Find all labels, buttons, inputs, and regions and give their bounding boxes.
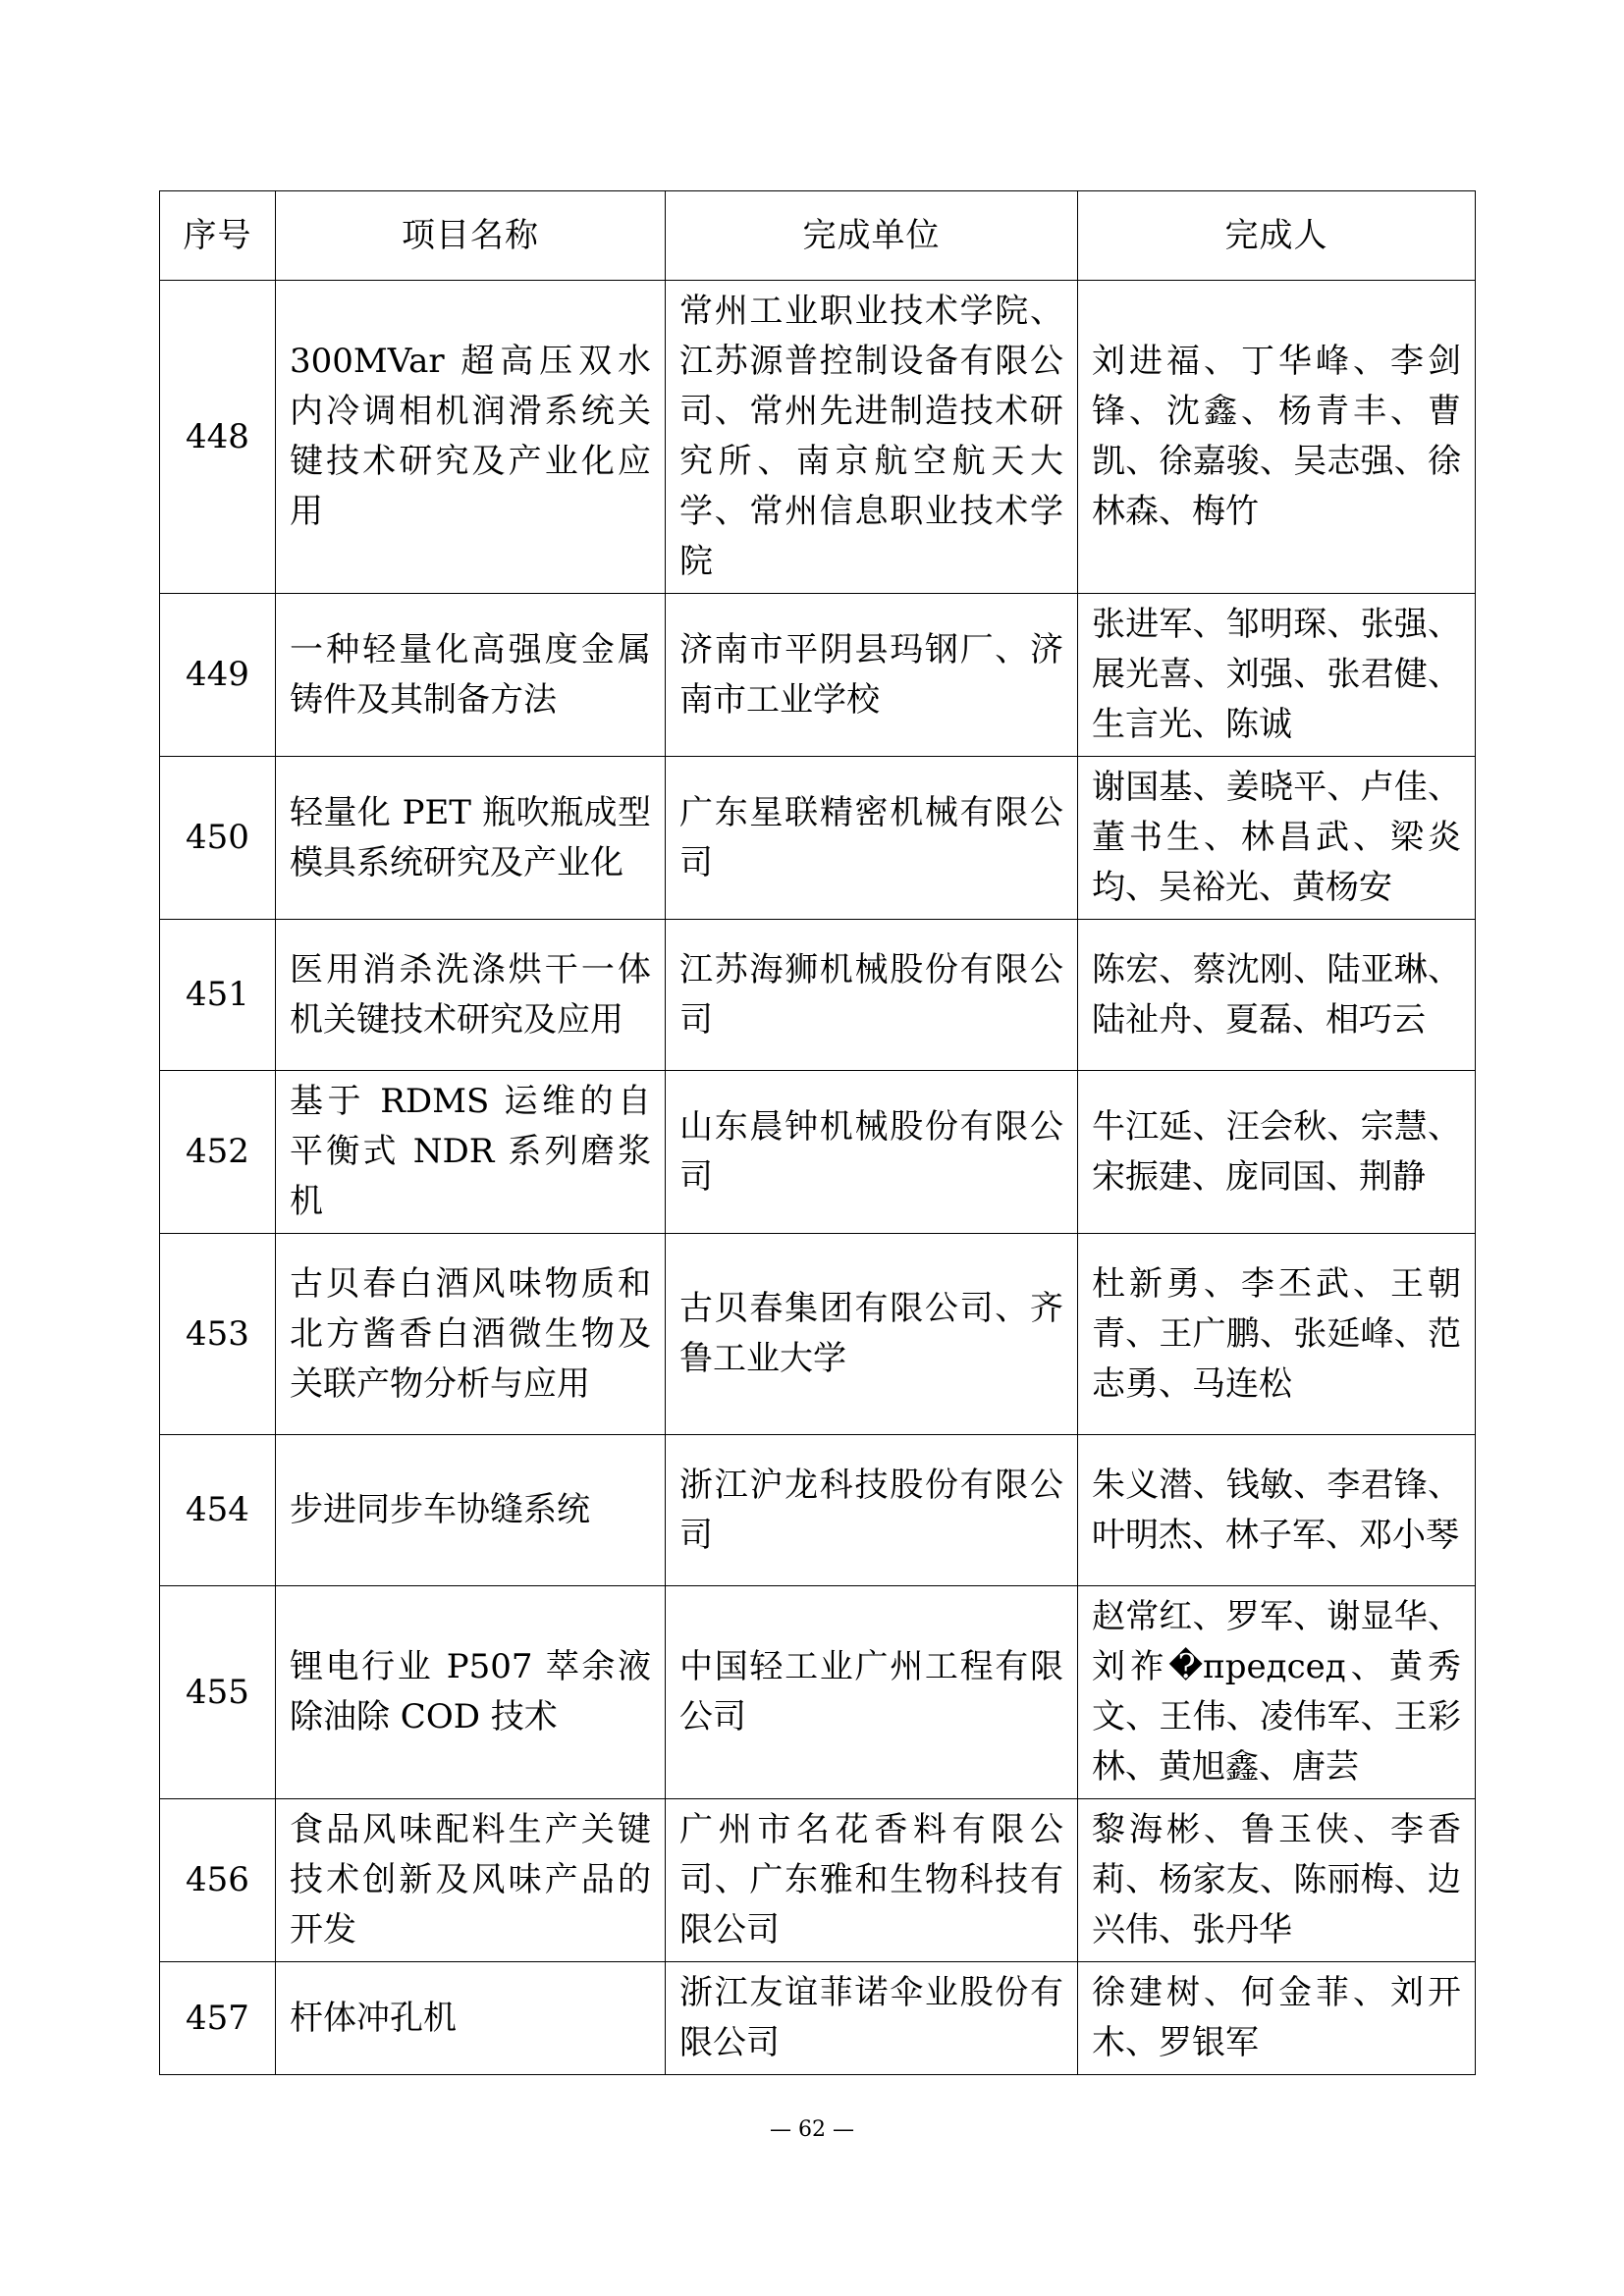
header-completing-unit: 完成单位 — [666, 191, 1078, 281]
completing-people: 牛江延、汪会秋、宗慧、宋振建、庞同国、荆静 — [1078, 1071, 1476, 1234]
table-row — [160, 1586, 1476, 1799]
project-name: 锂电行业 P507 萃余液除油除 COD 技术 — [276, 1586, 666, 1799]
completing-unit: 中国轻工业广州工程有限公司 — [666, 1586, 1078, 1799]
completing-people: 黎海彬、鲁玉侠、李香莉、杨家友、陈丽梅、边兴伟、张丹华 — [1078, 1799, 1476, 1962]
completing-people: 杜新勇、李丕武、王朝青、王广鹏、张延峰、范志勇、马连松 — [1078, 1234, 1476, 1435]
row-number: 457 — [160, 1962, 276, 2075]
table-row — [160, 594, 1476, 757]
award-table — [159, 190, 1476, 2075]
table-row — [160, 920, 1476, 1071]
row-number: 450 — [160, 757, 276, 920]
completing-people: 徐建树、何金菲、刘开木、罗银军 — [1078, 1962, 1476, 2075]
table-row — [160, 1234, 1476, 1435]
row-number: 453 — [160, 1234, 276, 1435]
row-number: 455 — [160, 1586, 276, 1799]
header-number: 序号 — [160, 191, 276, 281]
project-name: 基于 RDMS 运维的自平衡式 NDR 系列磨浆机 — [276, 1071, 666, 1234]
completing-unit: 济南市平阴县玛钢厂、济南市工业学校 — [666, 594, 1078, 757]
completing-people: 陈宏、蔡沈刚、陆亚琳、陆祉舟、夏磊、相巧云 — [1078, 920, 1476, 1071]
row-number: 456 — [160, 1799, 276, 1962]
completing-unit: 浙江沪龙科技股份有限公司 — [666, 1435, 1078, 1586]
completing-unit: 常州工业职业技术学院、江苏源普控制设备有限公司、常州先进制造技术研究所、南京航空航天大学、常州信息职业技术学院 — [666, 281, 1078, 594]
project-name: 300MVar 超高压双水内冷调相机润滑系统关键技术研究及产业化应用 — [276, 281, 666, 594]
row-number: 448 — [160, 281, 276, 594]
row-number: 452 — [160, 1071, 276, 1234]
page-number: — 62 — — [770, 2117, 854, 2142]
project-name: 古贝春白酒风味物质和北方酱香白酒微生物及关联产物分析与应用 — [276, 1234, 666, 1435]
completing-people: 谢国基、姜晓平、卢佳、董书生、林昌武、梁炎均、吴裕光、黄杨安 — [1078, 757, 1476, 920]
completing-unit: 山东晨钟机械股份有限公司 — [666, 1071, 1078, 1234]
table-header — [160, 191, 1476, 281]
completing-people: 刘进福、丁华峰、李剑锋、沈鑫、杨青丰、曹凯、徐嘉骏、吴志强、徐林森、梅竹 — [1078, 281, 1476, 594]
completing-people: 朱义潜、钱敏、李君锋、叶明杰、林子军、邓小琴 — [1078, 1435, 1476, 1586]
header-completing-people: 完成人 — [1078, 191, 1476, 281]
completing-people: 赵常红、罗军、谢显华、刘祚�председ、黄秀文、王伟、凌伟军、王彩林、黄旭鑫、唐芸 — [1078, 1586, 1476, 1799]
project-name: 食品风味配料生产关键技术创新及风味产品的开发 — [276, 1799, 666, 1962]
project-name: 医用消杀洗涤烘干一体机关键技术研究及应用 — [276, 920, 666, 1071]
table-row — [160, 1799, 1476, 1962]
completing-unit: 广州市名花香料有限公司、广东雅和生物科技有限公司 — [666, 1799, 1078, 1962]
row-number: 451 — [160, 920, 276, 1071]
completing-unit: 江苏海狮机械股份有限公司 — [666, 920, 1078, 1071]
table-row — [160, 1435, 1476, 1586]
header-project-name: 项目名称 — [276, 191, 666, 281]
table-row — [160, 757, 1476, 920]
project-name: 一种轻量化高强度金属铸件及其制备方法 — [276, 594, 666, 757]
completing-unit: 广东星联精密机械有限公司 — [666, 757, 1078, 920]
completing-people: 张进军、邹明琛、张强、展光喜、刘强、张君健、生言光、陈诚 — [1078, 594, 1476, 757]
table-row — [160, 281, 1476, 594]
header-row — [160, 191, 1476, 281]
completing-unit: 古贝春集团有限公司、齐鲁工业大学 — [666, 1234, 1078, 1435]
project-name: 轻量化 PET 瓶吹瓶成型模具系统研究及产业化 — [276, 757, 666, 920]
table-row — [160, 1071, 1476, 1234]
table-body — [160, 281, 1476, 2075]
completing-unit: 浙江友谊菲诺伞业股份有限公司 — [666, 1962, 1078, 2075]
table-row — [160, 1962, 1476, 2075]
row-number: 449 — [160, 594, 276, 757]
row-number: 454 — [160, 1435, 276, 1586]
project-name: 杆体冲孔机 — [276, 1962, 666, 2075]
project-name: 步进同步车协缝系统 — [276, 1435, 666, 1586]
